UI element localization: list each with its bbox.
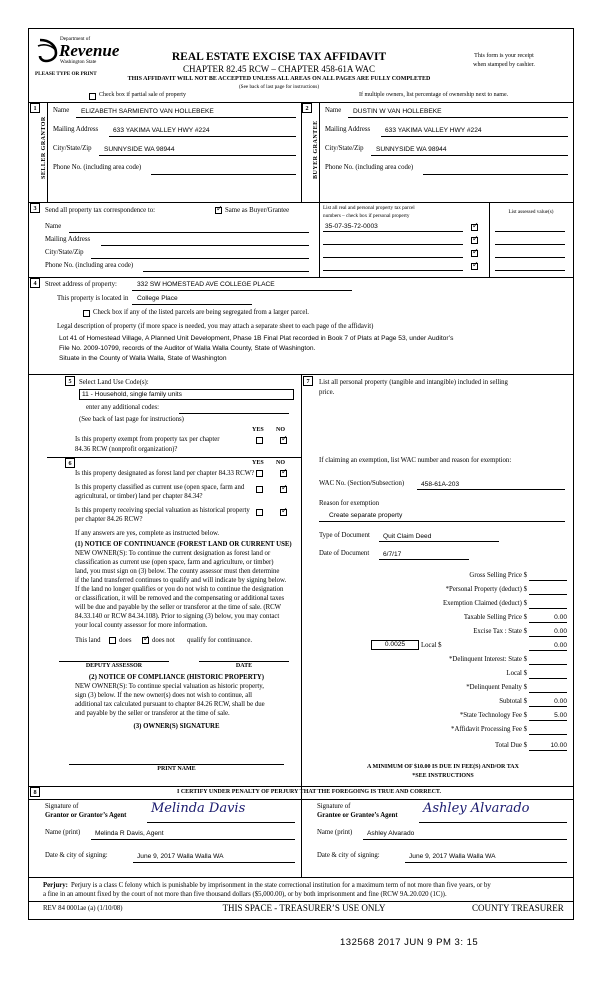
grantee-date-label: Date & city of signing: xyxy=(317,852,380,859)
see-back-note: (See back of last page for instructions) xyxy=(238,84,320,90)
reason-exemption-label: Reason for exemption xyxy=(319,500,380,507)
grantor-sig-label-1: Signature of xyxy=(45,803,79,810)
treasurer-space-label: THIS SPACE - TREASURER’S USE ONLY xyxy=(222,903,386,913)
personal-property-checkbox-2[interactable] xyxy=(471,237,478,244)
personal-property-line2: price. xyxy=(319,389,335,396)
perjury-label: Perjury: xyxy=(43,882,68,889)
parcel-number-1[interactable]: 35-07-35-72-0003 xyxy=(325,223,378,230)
row-label-7: Local $ xyxy=(506,670,527,677)
forest-land-question: Is this property designated as forest land per chapter 84.33 RCW? xyxy=(75,470,255,477)
owner-signature-title: (3) OWNER(S) SIGNATURE xyxy=(133,723,220,730)
minimum-due-line2: *SEE INSTRUCTIONS xyxy=(412,773,474,779)
exemption-claim-label: If claiming an exemption, list WAC number and reason for exemption: xyxy=(319,457,512,464)
personal-property-checkbox-4[interactable] xyxy=(471,263,478,270)
notice2-line-2: sign (3) below. If the new owner(s) does not wish to continue, all xyxy=(75,692,252,699)
forest-land-no-checkbox[interactable] xyxy=(280,470,287,477)
buyer-mailing-label: Mailing Address xyxy=(325,126,371,133)
grantee-sig-label-1: Signature of xyxy=(317,803,351,810)
notice1-line-8: 84.33.140 or RCW 84.34.108). Prior to signing (3) below, you may contact xyxy=(75,613,280,620)
form-subtitle: CHAPTER 82.45 RCW – CHAPTER 458-61A WAC xyxy=(183,64,375,74)
street-address-value[interactable]: 332 SW HOMESTEAD AVE COLLEGE PLACE xyxy=(137,281,275,288)
seller-phone-label: Phone No. (including area code) xyxy=(53,164,142,171)
current-use-no-checkbox[interactable] xyxy=(280,486,287,493)
segregated-checkbox[interactable] xyxy=(83,310,90,317)
located-in-label: This property is located in xyxy=(57,295,129,302)
notice1-line-6: or classification, it will be removed and the compensating or additional taxes xyxy=(75,595,285,602)
row-label-11: *Affidavit Processing Fee $ xyxy=(451,726,527,733)
row-value-10: 5.00 xyxy=(554,712,567,719)
section-8-number: 8 xyxy=(30,787,40,797)
located-in-value[interactable]: College Place xyxy=(137,295,178,302)
seller-mailing-value[interactable]: 633 YAKIMA VALLEY HWY #224 xyxy=(113,127,210,134)
section-6-number: 6 xyxy=(65,458,75,468)
local-rate-value: 0.0025 xyxy=(384,641,406,648)
seller-grantor-side-label: SELLER GRANTOR xyxy=(41,116,47,179)
legal-description-label: Legal description of property (if more space is needed, you may attach a separate sheet to each page of the affidavit) xyxy=(57,323,374,330)
notice2-line-1: NEW OWNER(S): To continue special valuation as historic property, xyxy=(75,683,264,690)
corr-citystate-label: City/State/Zip xyxy=(45,249,84,256)
legal-line-1: Lot 41 of Homestead Village, A Planned Unit Development, Phase 1B Final Plat recorded in Book 7 of Plats at Page 53, under Auditor’s xyxy=(59,335,454,342)
seller-mailing-label: Mailing Address xyxy=(53,126,99,133)
certify-statement: I CERTIFY UNDER PENALTY OF PERJURY THAT THE FOREGOING IS TRUE AND CORRECT. xyxy=(176,789,441,795)
print-name-label: PRINT NAME xyxy=(157,766,196,772)
row-label-8: *Delinquent Penalty $ xyxy=(466,684,527,691)
does-label: does xyxy=(119,637,132,644)
notice-compliance-title: (2) NOTICE OF COMPLIANCE (HISTORIC PROPERTY) xyxy=(88,674,265,681)
additional-codes-label: enter any additional codes: xyxy=(86,404,160,411)
perjury-line-2: a fine in an amount fixed by the court of not more than five thousand dollars ($5,000.00), or by both imprisonment and fine (RCW 9A.20.020 (1C)). xyxy=(43,891,447,898)
dor-seal-icon xyxy=(37,37,59,63)
row-label-6: *Delinquent Interest: State $ xyxy=(449,656,527,663)
multiple-owners-note: If multiple owners, list percentage of ownership next to name. xyxy=(359,92,509,98)
deputy-assessor-label: DEPUTY ASSESSOR xyxy=(85,663,143,669)
legal-line-2: File No. 2009-10799, records of the Auditor of Walla Walla County, State of Washington. xyxy=(59,345,316,352)
buyer-mailing-value[interactable]: 633 YAKIMA VALLEY HWY #224 xyxy=(385,127,482,134)
row-label-10: *State Technology Fee $ xyxy=(459,712,527,719)
this-land-label: This land xyxy=(75,637,101,644)
exempt-no-checkbox[interactable] xyxy=(280,437,287,444)
row-label-0: Gross Selling Price $ xyxy=(469,572,527,579)
notice1-line-7: will be due and payable by the seller or transferor at the time of sale. (RCW xyxy=(75,604,282,611)
row-label-12: Total Due $ xyxy=(495,742,527,749)
seller-citystate-label: City/State/Zip xyxy=(53,145,92,152)
form-warning: THIS AFFIDAVIT WILL NOT BE ACCEPTED UNLESS ALL AREAS ON ALL PAGES ARE FULLY COMPLETED xyxy=(127,76,431,82)
corr-name-label: Name xyxy=(45,223,62,230)
row-label-4: Excise Tax : State $ xyxy=(473,628,527,635)
grantee-signature[interactable]: Ashley Alvarado xyxy=(423,801,530,816)
section6-yes-label: YES xyxy=(252,460,264,466)
exempt-question-line1: Is this property exempt from property tax per chapter xyxy=(75,436,220,443)
wac-number-label: WAC No. (Section/Subsection) xyxy=(319,480,405,487)
corr-phone-label: Phone No. (including area code) xyxy=(45,262,134,269)
section-7-number: 7 xyxy=(303,376,313,386)
land-use-see-back: (See back of last page for instructions) xyxy=(79,416,184,423)
does-not-label: does not xyxy=(152,637,175,644)
section-4-number: 4 xyxy=(30,278,40,288)
notice1-line-4: if the land transferred continues to qualify and will indicate by signing below. xyxy=(75,577,287,584)
historic-question-line2: per chapter 84.26 RCW? xyxy=(75,516,143,523)
assessed-value-header: List assessed value(s) xyxy=(508,209,554,215)
row-value-9: 0.00 xyxy=(554,698,567,705)
grantor-name-value[interactable]: Melinda R Davis, Agent xyxy=(95,830,164,837)
exempt-yes-checkbox[interactable] xyxy=(256,437,263,444)
forest-land-yes-checkbox[interactable] xyxy=(256,470,263,477)
row-label-5: Local $ xyxy=(421,642,442,649)
receipt-note-2: when stamped by cashier. xyxy=(473,62,535,68)
seller-citystate-value[interactable]: SUNNYSIDE WA 98944 xyxy=(104,146,175,153)
form-title: REAL ESTATE EXCISE TAX AFFIDAVIT xyxy=(171,51,387,63)
grantor-date-value[interactable]: June 9, 2017 Walla Walla WA xyxy=(137,853,224,860)
parcel-header-line1: List all real and personal property tax parcel xyxy=(323,205,415,211)
grantee-name-label: Name (print) xyxy=(317,829,353,836)
segregated-label: Check box if any of the listed parcels are being segregated from a larger parcel. xyxy=(93,309,309,316)
row-value-3: 0.00 xyxy=(554,614,567,621)
row-value-12: 10.00 xyxy=(550,742,567,749)
current-use-question-line2: agricultural, or timber) land per chapter 84.34? xyxy=(75,493,203,500)
dor-logo-department: Department of xyxy=(60,36,91,42)
notice1-line-3: land, you must sign on (3) below. The county assessor must then determine xyxy=(75,568,280,575)
personal-property-checkbox-3[interactable] xyxy=(471,250,478,257)
minimum-due-line1: A MINIMUM OF $10.00 IS DUE IN FEE(S) AND/OR TAX xyxy=(367,764,519,770)
dor-logo-state: Washington State xyxy=(60,59,97,65)
grantee-sig-label-2: Grantee or Grantee’s Agent xyxy=(317,812,398,819)
dor-logo-revenue: Revenue xyxy=(59,41,120,60)
buyer-phone-label: Phone No. (including area code) xyxy=(325,164,414,171)
buyer-name-label: Name xyxy=(325,107,342,114)
wac-number-value[interactable]: 458-61A-203 xyxy=(421,481,460,488)
section-1-number: 1 xyxy=(30,103,40,113)
treasurer-stamp: 132568 2017 JUN 9 PM 3: 15 xyxy=(340,937,479,948)
exempt-question-line2: 84.36 RCW (nonprofit organization)? xyxy=(75,446,178,453)
row-value-4: 0.00 xyxy=(554,628,567,635)
seller-name-label: Name xyxy=(53,107,70,114)
partial-sale-checkbox[interactable] xyxy=(89,93,96,100)
row-label-1: *Personal Property (deduct) $ xyxy=(445,586,527,593)
same-as-buyer-checkbox[interactable] xyxy=(215,207,222,214)
current-use-yes-checkbox[interactable] xyxy=(256,486,263,493)
grantor-name-label: Name (print) xyxy=(45,829,81,836)
current-use-question-line1: Is this property classified as current use (open space, farm and xyxy=(75,484,245,491)
perjury-line-1: Perjury is a class C felony which is punishable by imprisonment in the state correctional institution for a maximum term of not more than five years, or by xyxy=(71,882,491,889)
doc-date-label: Date of Document xyxy=(319,550,370,557)
if-any-yes-note: If any answers are yes, complete as instructed below. xyxy=(75,530,220,537)
buyer-name-value[interactable]: DUSTIN W VAN HOLLEBEKE xyxy=(353,108,442,115)
does-qualify-checkbox[interactable] xyxy=(109,637,116,644)
historic-yes-checkbox[interactable] xyxy=(256,509,263,516)
section5-yes-label: YES xyxy=(252,427,264,433)
partial-sale-label: Check box if partial sale of property xyxy=(99,92,186,98)
notice1-line-5: If the land no longer qualifies or you do not wish to continue the designation xyxy=(75,586,284,593)
seller-name-value[interactable]: ELIZABETH SARMIENTO VAN HOLLEBEKE xyxy=(81,108,214,115)
notice2-line-3: additional tax calculated pursuant to chapter 84.26 RCW, shall be due xyxy=(75,701,265,708)
grantee-name-value[interactable]: Ashley Alvarado xyxy=(367,830,415,837)
notice1-line-1: NEW OWNER(S): To continue the current designation as forest land or xyxy=(75,550,271,557)
legal-line-3: Situate in the County of Walla Walla, State of Washington xyxy=(59,355,227,362)
corr-mailing-label: Mailing Address xyxy=(45,236,91,243)
street-address-label: Street address of property: xyxy=(45,281,117,288)
assessor-date-label: DATE xyxy=(235,663,253,669)
doc-date-value[interactable]: 6/7/17 xyxy=(383,551,402,558)
grantor-signature[interactable]: Melinda Davis xyxy=(151,801,246,816)
notice1-line-2: classification as current use (open space, farm and agriculture, or timber) xyxy=(75,559,274,566)
send-correspondence-label: Send all property tax correspondence to: xyxy=(45,207,156,214)
reason-exemption-value[interactable]: Create separate property xyxy=(329,512,403,519)
row-label-3: Taxable Selling Price $ xyxy=(463,614,527,621)
doc-type-label: Type of Document xyxy=(319,532,370,539)
county-treasurer-label: COUNTY TREASURER xyxy=(472,903,564,913)
notice-continuance-title: (1) NOTICE OF CONTINUANCE (FOREST LAND OR CURRENT USE) xyxy=(75,541,292,548)
land-use-code-label: Select Land Use Code(s): xyxy=(79,379,149,386)
doc-type-value[interactable]: Quit Claim Deed xyxy=(383,533,432,540)
qualify-label: qualify for continuance. xyxy=(187,637,253,644)
buyer-citystate-label: City/State/Zip xyxy=(325,145,364,152)
section-5-number: 5 xyxy=(65,376,75,386)
rev-number: REV 84 0001ae (a) (1/10/08) xyxy=(43,905,123,912)
row-label-9: Subtotal $ xyxy=(499,698,527,705)
please-type-label: PLEASE TYPE OR PRINT xyxy=(35,71,97,77)
grantor-date-label: Date & city of signing: xyxy=(45,852,108,859)
buyer-citystate-value[interactable]: SUNNYSIDE WA 98944 xyxy=(376,146,447,153)
section-3-number: 3 xyxy=(30,203,40,213)
row-label-2: Exemption Claimed (deduct) $ xyxy=(443,600,527,607)
notice1-line-9: your local county assessor for more information. xyxy=(75,622,208,629)
land-use-code-value: 11 - Household, single family units xyxy=(82,391,182,398)
parcel-header-line2: numbers – check box if personal property xyxy=(323,213,410,219)
personal-property-checkbox-1[interactable] xyxy=(471,224,478,231)
same-as-buyer-label: Same as Buyer/Grantee xyxy=(225,207,290,214)
does-not-qualify-checkbox[interactable] xyxy=(142,637,149,644)
historic-no-checkbox[interactable] xyxy=(280,509,287,516)
historic-question-line1: Is this property receiving special valuation as historical property xyxy=(75,507,250,514)
personal-property-line1: List all personal property (tangible and intangible) included in selling xyxy=(319,379,508,386)
receipt-note-1: This form is your receipt xyxy=(474,53,534,59)
grantor-sig-label-2: Grantor or Grantor’s Agent xyxy=(45,812,127,819)
buyer-grantee-side-label: BUYER GRANTEE xyxy=(313,120,319,179)
grantee-date-value[interactable]: June 9, 2017 Walla Walla WA xyxy=(409,853,496,860)
affidavit-form xyxy=(28,28,574,920)
section5-no-label: NO xyxy=(276,427,285,433)
notice2-line-4: and payable by the seller or transferor at the time of sale. xyxy=(75,710,230,717)
section-2-number: 2 xyxy=(302,103,312,113)
section6-no-label: NO xyxy=(276,460,285,466)
row-value-5: 0.00 xyxy=(554,642,567,649)
